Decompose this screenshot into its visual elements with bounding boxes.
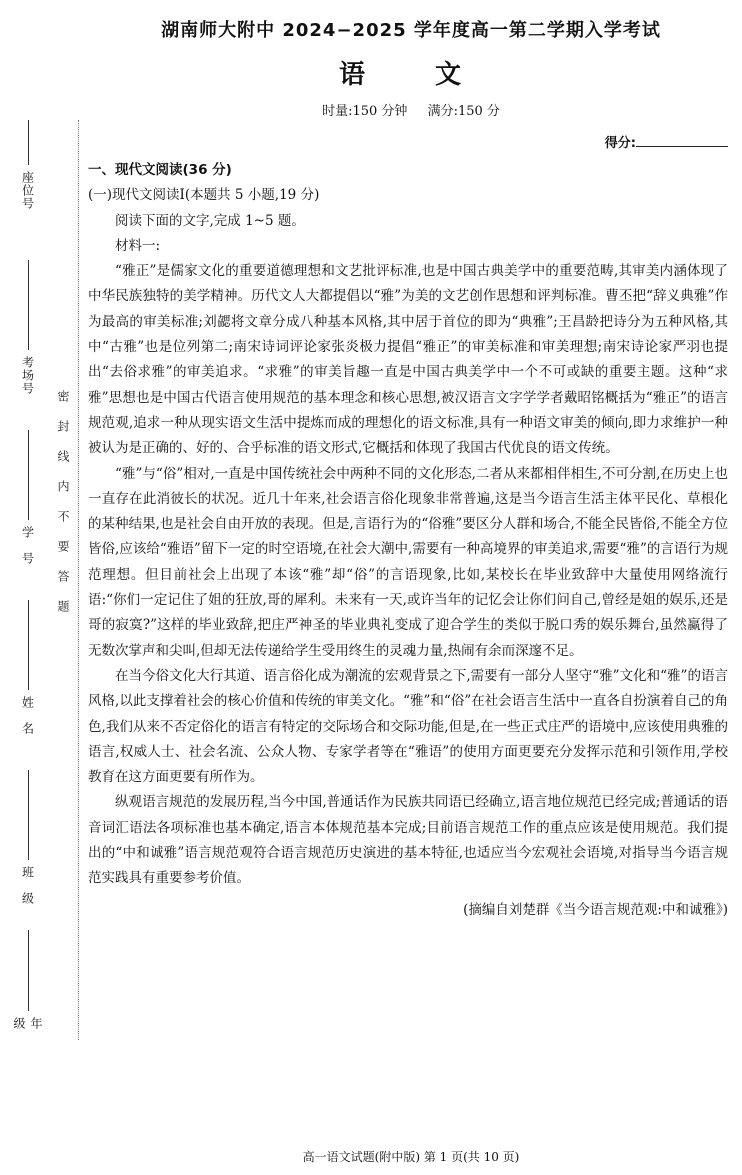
score-label: 得分: [604, 136, 636, 151]
material-label: 材料一: [115, 237, 161, 254]
paragraph-3: 在当今俗文化大行其道、语言俗化成为潮流的宏观背景之下,需要有一部分人坚守“雅”文化和“雅”的语言风格,以此支撑着社会的核心价值和传统的审美文化。“雅”和“俗”在社会语言生活中一直各自扮演着自己的角色,我们从来不否定俗化的语言有特定的交际场合和交际功能,但是,在一些正式庄严的语境中,应该使用典雅的语言,权威人士、社会名流、公众人物、专家学者等在“雅语”的使用方面更要充分发挥示范和引领作用,学校教育在这方面更要有所作为。 [88, 667, 728, 786]
score-blank [636, 134, 728, 147]
full-score: 满分:150 分 [427, 104, 500, 119]
exam-title: 湖南师大附中 2024−2025 学年度高一第二学期入学考试 [161, 20, 661, 41]
seat-field: 座位号 [18, 120, 38, 210]
main-content [88, 158, 728, 923]
time-limit: 时量:150 分钟 [322, 104, 408, 119]
exam-room-field: 考场号 [18, 260, 38, 395]
seal-notice: 密封线内不要答题 [56, 390, 70, 630]
subsection-heading: (一)现代文阅读Ⅰ(本题共 5 小题,19 分) [88, 187, 320, 204]
paragraph-4: 纵观语言规范的发展历程,当今中国,普通话作为民族共同语已经确立,语言地位规范已经完成;普通话的语音词汇语法各项标准也基本确定,语言本体规范基本完成;目前语言规范工作的重点应该是使用规范。我们提出的“中和诚雅”语言规范观符合语言规范历史演进的基本特征,也适应当今宏观社会语境,对指导当今语言规范实践具有重要参考价值。 [88, 794, 728, 887]
student-no-field: 学 号 [18, 430, 38, 565]
grade-field: 年 级 [18, 930, 38, 1052]
score-field [605, 132, 728, 151]
paragraph-2: “雅”与“俗”相对,一直是中国传统社会中两种不同的文化形态,二者从来都相伴相生,不可分割,在历史上也一直存在此消彼长的状况。近几十年来,社会语言俗化现象非常普遍,这是当今语言生活主体平民化、草根化的某种结果,也是社会自由开放的表现。但是,言语行为的“俗雅”要区分人群和场合,不能全民皆俗,不能全方位皆俗,应该给“雅语”留下一定的时空语境,在社会大潮中,需要有一种高境界的审美追求,需要“雅”的言语行为规范理想。但目前社会上出现了本该“雅”却“俗”的言语现象,比如,某校长在毕业致辞中大量使用网络流行语:“你们一定记住了姐的狂放,哥的犀利。未来有一天,或许当年的记忆会让你们问自己,曾经是姐的娱乐,还是哥的寂寞?”这样的毕业致辞,把庄严神圣的毕业典礼变成了迎合学生的类似于脱口秀的娱乐舞台,虽然赢得了无数次掌声和尖叫,但却无法传递给学生受用终生的灵魂力量,热闹有余而深邃不足。 [88, 465, 728, 659]
page-footer: 高一语文试题(附中版) 第 1 页(共 10 页) [302, 1150, 520, 1164]
binding-margin [0, 120, 80, 1043]
subject-title: 语 文 [338, 60, 483, 90]
class-field: 班 级 [18, 770, 38, 905]
paragraph-1: “雅正”是儒家文化的重要道德理想和文艺批评标准,也是中国古典美学中的重要范畴,其审美内涵体现了中华民族独特的美学精神。历代文人大都提倡以“雅”为美的文艺创作思想和评判标准。曹丕把“辞义典雅”作为最高的审美标准;刘勰将文章分成八种基本风格,其中居于首位的即为“典雅”;王昌龄把诗分为五种风格,其中“古雅”也是位列第二;南宋诗词评论家张炎极力提倡“雅正”的审美标准和审美理想;南宋诗论家严羽也提出“去俗求雅”的审美追求。“求雅”的审美旨趣一直是中国古典美学中一个不可或缺的重要主题。这种“求雅”思想也是中国古代语言使用规范的基本理念和核心思想,被汉语言文字学学者戴昭铭概括为“雅正”的语言规范观,追求一种从现实语文生活中提炼而成的理想化的语文标准,具有一种语文审美的倾向,即力求维护一种被认为是正确的、好的、合乎标准的语文形式,它概括和体现了我国古代优良的语文传统。 [88, 263, 728, 457]
exam-meta [80, 100, 742, 119]
name-field: 姓 名 [18, 600, 38, 735]
source-citation: (摘编自刘楚群《当今语言规范观:中和诚雅》) [463, 901, 728, 918]
seal-line [78, 120, 79, 1040]
instruction: 阅读下面的文字,完成 1~5 题。 [115, 212, 305, 229]
section-heading: 一、现代文阅读(36 分) [88, 162, 232, 178]
